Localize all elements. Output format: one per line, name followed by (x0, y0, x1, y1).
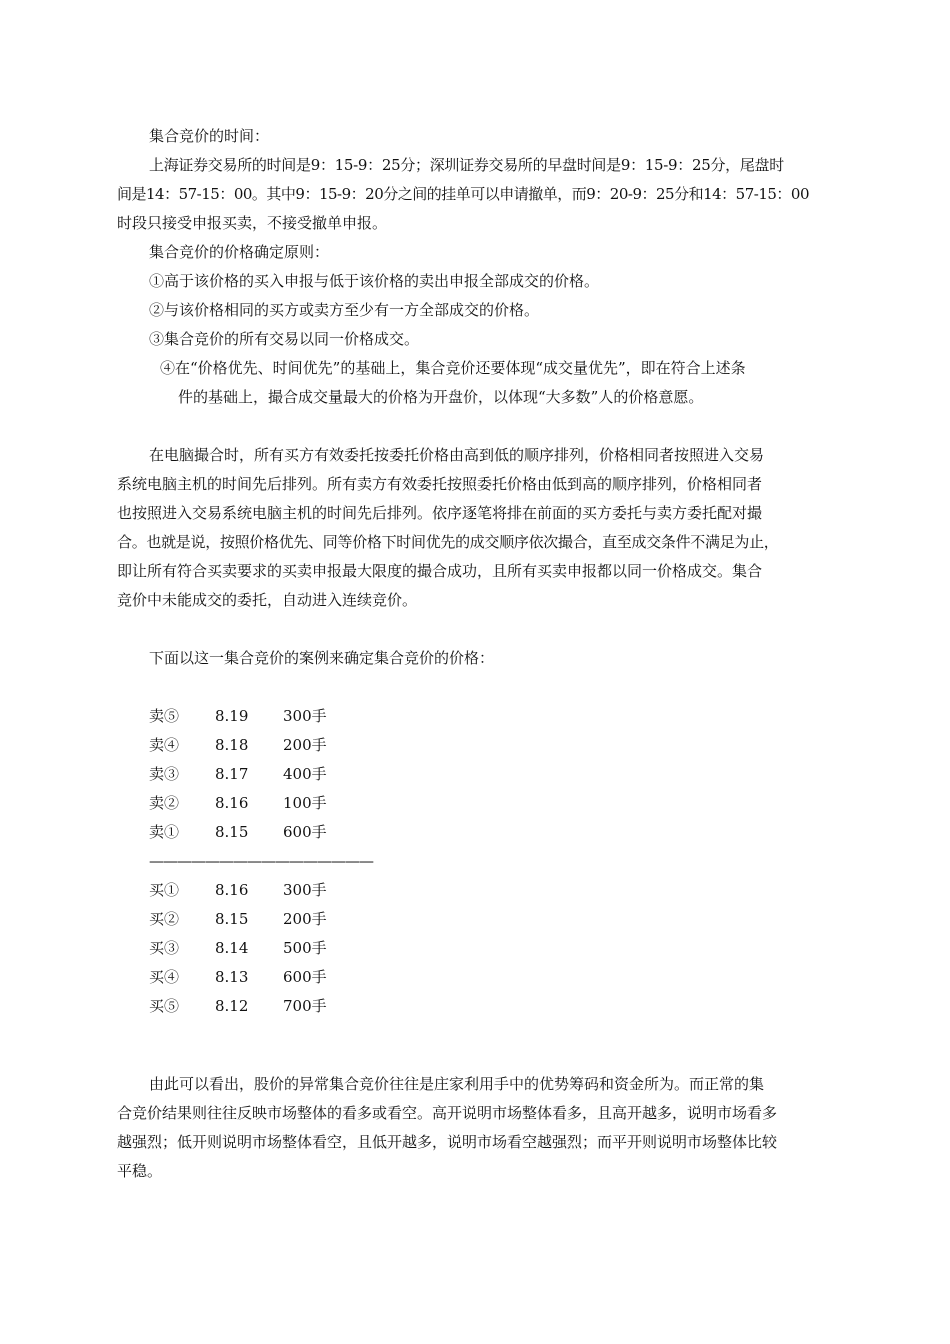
section1-line: 时段只接受申报买卖，不接受撤单申报。 (117, 214, 388, 232)
rule-item: ①高于该价格的买入申报与低于该价格的卖出申报全部成交的价格。 (149, 272, 600, 290)
order-qty: 200手 (283, 736, 327, 754)
rule-item: ③集合竞价的所有交易以同一价格成交。 (149, 330, 420, 348)
order-label: 卖③ (149, 765, 180, 783)
order-qty: 300手 (283, 707, 327, 725)
order-qty: 100手 (283, 794, 327, 812)
paragraph-line: 合。也就是说，按照价格优先、同等价格下时间优先的成交顺序依次撮合，直至成交条件不满足为止， (117, 533, 779, 551)
section1-line: 上海证券交易所的时间是9：15-9：25分；深圳证券交易所的早盘时间是9：15-9：25分，尾盘时 (149, 156, 784, 174)
order-qty: 500手 (283, 939, 327, 957)
section2-heading: 集合竞价的价格确定原则： (149, 243, 330, 261)
rule-item: ②与该价格相同的买方或卖方至少有一方全部成交的价格。 (149, 301, 540, 319)
order-label: 买④ (149, 968, 180, 986)
paragraph-line: 平稳。 (117, 1162, 163, 1180)
case-intro: 下面以这一集合竞价的案例来确定集合竞价的价格： (149, 649, 495, 667)
order-price: 8.15 (215, 910, 249, 928)
order-price: 8.15 (215, 823, 249, 841)
order-qty: 600手 (283, 968, 327, 986)
paragraph-line: 也按照进入交易系统电脑主机的时间先后排列。依序逐笔将排在前面的买方委托与卖方委托配对撮 (117, 504, 763, 522)
paragraph-line: 即让所有符合买卖要求的买卖申报最大限度的撮合成功，且所有买卖申报都以同一价格成交。集合 (117, 562, 763, 580)
order-price: 8.17 (215, 765, 249, 783)
order-book-divider: ———————————————— (149, 852, 373, 870)
paragraph-line: 系统电脑主机的时间先后排列。所有卖方有效委托按照委托价格由低到高的顺序排列，价格相同者 (117, 475, 763, 493)
order-price: 8.12 (215, 997, 249, 1015)
order-label: 买③ (149, 939, 180, 957)
order-label: 卖① (149, 823, 180, 841)
order-qty: 200手 (283, 910, 327, 928)
order-label: 卖④ (149, 736, 180, 754)
order-label: 卖② (149, 794, 180, 812)
order-qty: 400手 (283, 765, 327, 783)
order-label: 买② (149, 910, 180, 928)
order-label: 买① (149, 881, 180, 899)
order-qty: 300手 (283, 881, 327, 899)
order-price: 8.14 (215, 939, 249, 957)
paragraph-line: 合竞价结果则往往反映市场整体的看多或看空。高开说明市场整体看多，且高开越多，说明市场看多 (117, 1104, 778, 1122)
order-label: 卖⑤ (149, 707, 180, 725)
section1-heading: 集合竞价的时间： (149, 127, 270, 145)
order-price: 8.16 (215, 881, 249, 899)
order-price: 8.19 (215, 707, 249, 725)
paragraph-line: 由此可以看出，股价的异常集合竞价往往是庄家利用手中的优势筹码和资金所为。而正常的集 (149, 1075, 765, 1093)
paragraph-line: 在电脑撮合时，所有买方有效委托按委托价格由高到低的顺序排列，价格相同者按照进入交易 (149, 446, 765, 464)
order-qty: 600手 (283, 823, 327, 841)
rule-item: ④在“价格优先、时间优先”的基础上，集合竞价还要体现“成交量优先”，即在符合上述条 (160, 359, 746, 377)
paragraph-line: 竞价中未能成交的委托，自动进入连续竞价。 (117, 591, 418, 609)
rule-item: 件的基础上，撮合成交量最大的价格为开盘价，以体现“大多数”人的价格意愿。 (178, 388, 704, 406)
order-qty: 700手 (283, 997, 327, 1015)
paragraph-line: 越强烈；低开则说明市场整体看空，且低开越多，说明市场看空越强烈；而平开则说明市场整体比较 (117, 1133, 778, 1151)
order-label: 买⑤ (149, 997, 180, 1015)
order-price: 8.16 (215, 794, 249, 812)
order-price: 8.13 (215, 968, 249, 986)
order-price: 8.18 (215, 736, 249, 754)
section1-line: 间是14：57-15：00。其中9：15-9：20分之间的挂单可以申请撤单，而9：20-9：25分和14：57-15：00 (117, 185, 809, 203)
